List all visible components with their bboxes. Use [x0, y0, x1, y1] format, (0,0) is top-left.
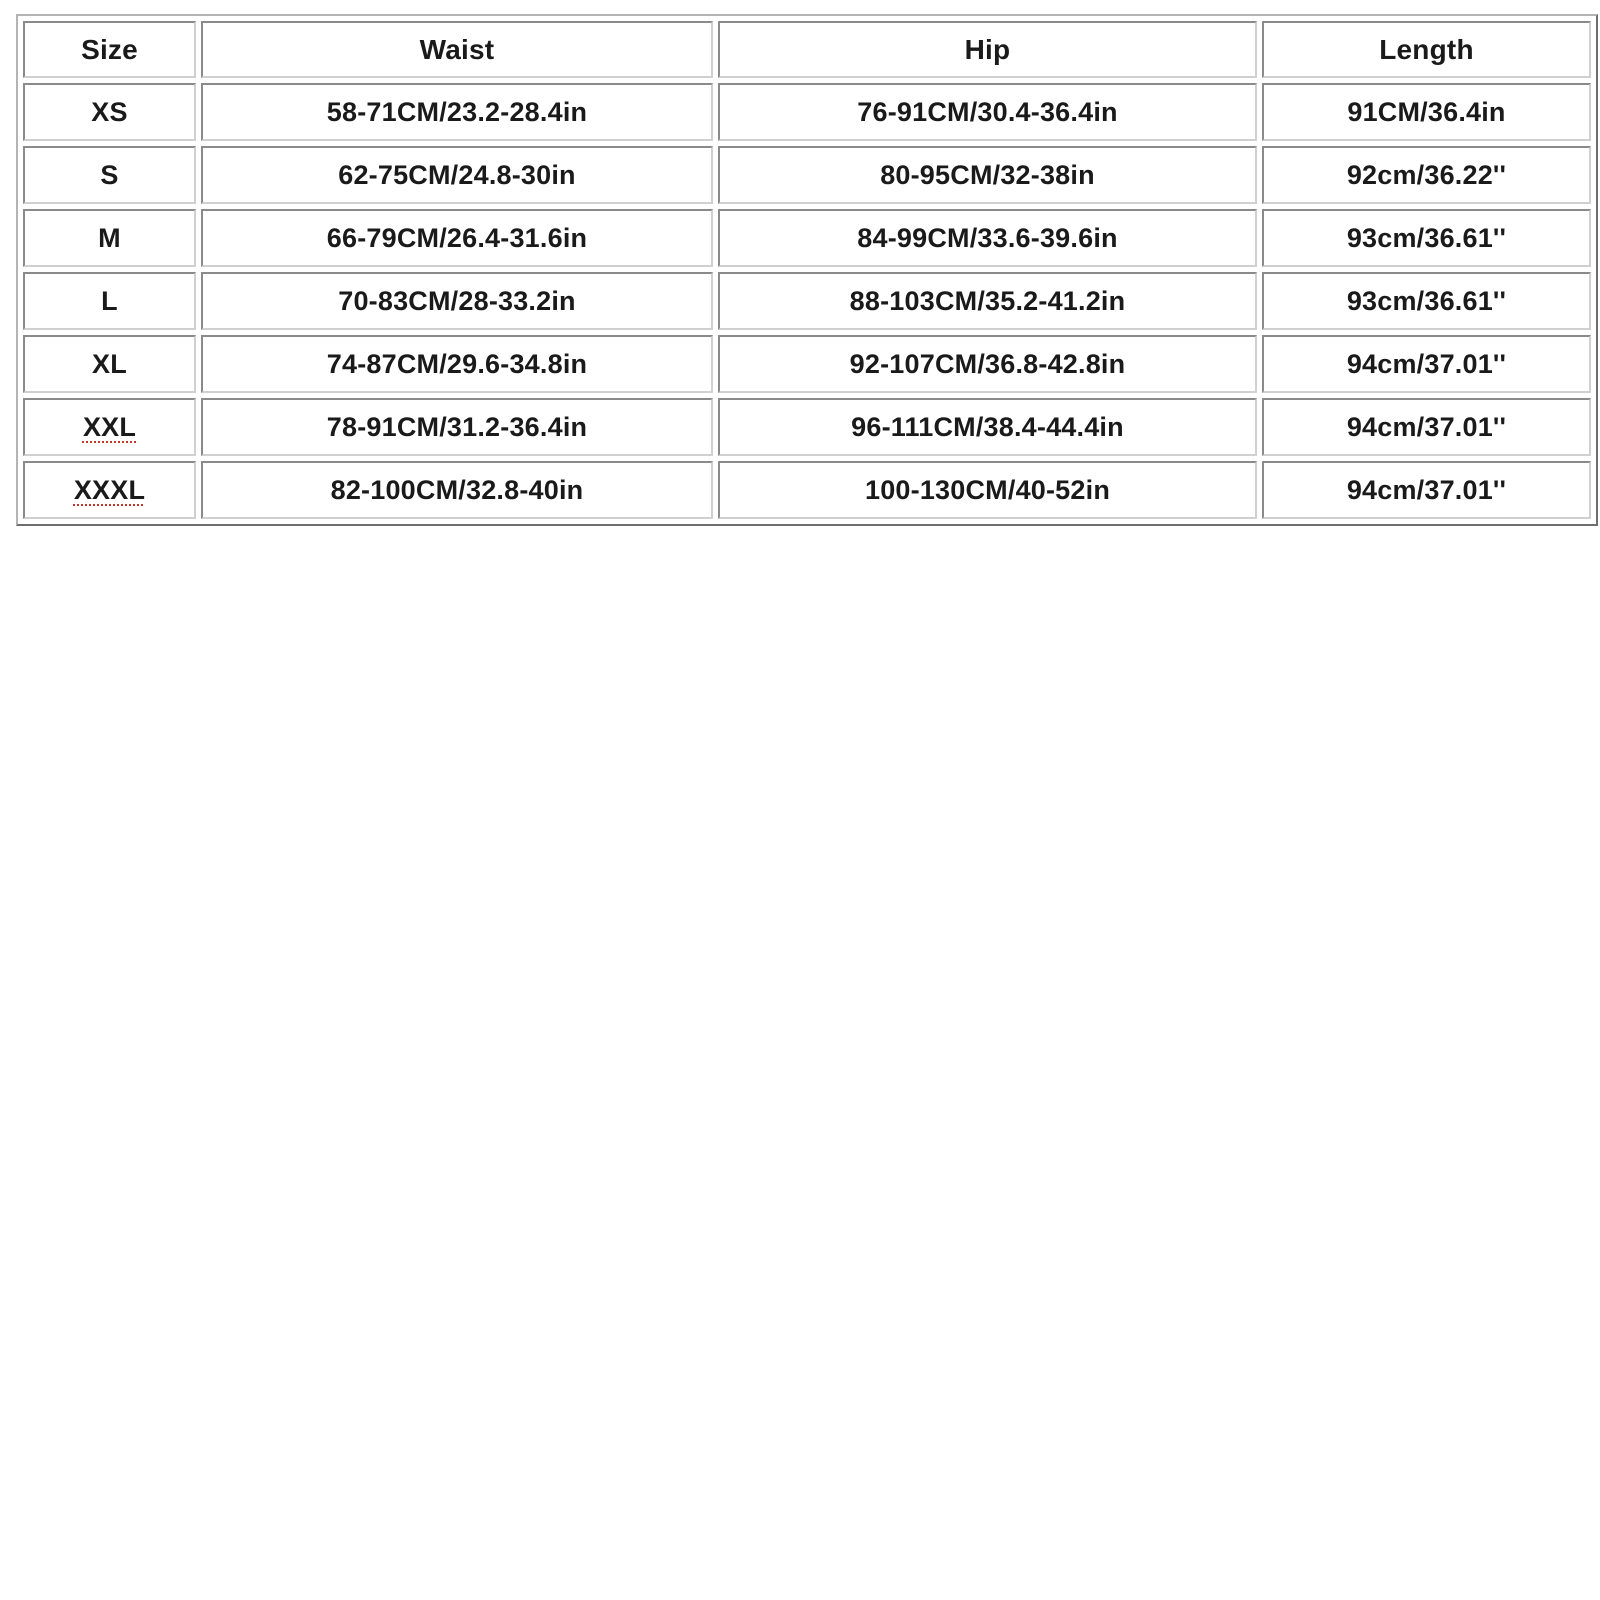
length-cell: 91CM/36.4in: [1262, 83, 1591, 141]
header-length: Length: [1262, 21, 1591, 78]
size-cell: [23, 461, 196, 519]
length-cell: 94cm/37.01'': [1262, 398, 1591, 456]
waist-cell: 74-87CM/29.6-34.8in: [201, 335, 713, 393]
waist-cell: 78-91CM/31.2-36.4in: [201, 398, 713, 456]
size-cell: [23, 398, 196, 456]
table-row: [23, 398, 1591, 456]
size-cell: M: [23, 209, 196, 267]
table-row: [23, 272, 1591, 330]
table-row: [23, 83, 1591, 141]
waist-cell: 58-71CM/23.2-28.4in: [201, 83, 713, 141]
length-cell: 94cm/37.01'': [1262, 335, 1591, 393]
hip-cell: 92-107CM/36.8-42.8in: [718, 335, 1257, 393]
table-row: [23, 461, 1591, 519]
table-row: [23, 209, 1591, 267]
size-chart-table: [16, 14, 1598, 526]
hip-cell: 88-103CM/35.2-41.2in: [718, 272, 1257, 330]
header-size: Size: [23, 21, 196, 78]
table-row: [23, 146, 1591, 204]
size-cell: L: [23, 272, 196, 330]
size-label: XXXL: [73, 474, 146, 505]
size-cell: XL: [23, 335, 196, 393]
waist-cell: 70-83CM/28-33.2in: [201, 272, 713, 330]
length-cell: 92cm/36.22'': [1262, 146, 1591, 204]
hip-cell: 76-91CM/30.4-36.4in: [718, 83, 1257, 141]
hip-cell: 96-111CM/38.4-44.4in: [718, 398, 1257, 456]
hip-cell: 84-99CM/33.6-39.6in: [718, 209, 1257, 267]
header-hip: Hip: [718, 21, 1257, 78]
header-waist: Waist: [201, 21, 713, 78]
size-cell: XS: [23, 83, 196, 141]
size-label: XXL: [82, 411, 137, 442]
waist-cell: 66-79CM/26.4-31.6in: [201, 209, 713, 267]
waist-cell: 82-100CM/32.8-40in: [201, 461, 713, 519]
header-row: [23, 21, 1591, 78]
table-row: [23, 335, 1591, 393]
length-cell: 94cm/37.01'': [1262, 461, 1591, 519]
size-cell: S: [23, 146, 196, 204]
hip-cell: 80-95CM/32-38in: [718, 146, 1257, 204]
waist-cell: 62-75CM/24.8-30in: [201, 146, 713, 204]
hip-cell: 100-130CM/40-52in: [718, 461, 1257, 519]
length-cell: 93cm/36.61'': [1262, 272, 1591, 330]
length-cell: 93cm/36.61'': [1262, 209, 1591, 267]
